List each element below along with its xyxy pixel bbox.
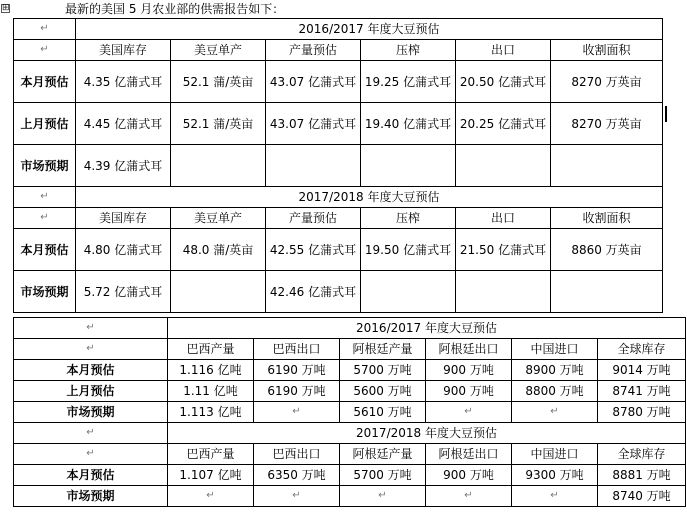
row-label: 上月预估 <box>14 103 76 145</box>
column-header: 美豆单产 <box>171 208 266 229</box>
table-cell: 48.0 蒲/英亩 <box>171 229 266 271</box>
table-cell: 900 万吨 <box>426 360 512 381</box>
table-cell: 4.39 亿蒲式耳 <box>76 145 171 187</box>
table-cell <box>456 145 551 187</box>
table-cell: 43.07 亿蒲式耳 <box>266 103 361 145</box>
table-cell <box>361 271 456 313</box>
table-cell: 19.50 亿蒲式耳 <box>361 229 456 271</box>
table-cell: 5700 万吨 <box>340 465 426 486</box>
column-header: 压榨 <box>361 208 456 229</box>
table-cell: 1.113 亿吨 <box>168 402 254 423</box>
column-header: 产量预估 <box>266 40 361 61</box>
column-header: 收割面积 <box>551 208 663 229</box>
column-header: 巴西出口 <box>254 444 340 465</box>
section-title: 2017/2018 年度大豆预估 <box>168 423 686 444</box>
table-cell: 4.80 亿蒲式耳 <box>76 229 171 271</box>
table-cell: 4.35 亿蒲式耳 <box>76 61 171 103</box>
para-mark: ↵ <box>426 402 512 423</box>
table-cell: 9300 万吨 <box>512 465 598 486</box>
row-label: 本月预估 <box>14 465 168 486</box>
column-header: 收割面积 <box>551 40 663 61</box>
table-cell: 8740 万吨 <box>598 486 686 507</box>
table-cell: 8270 万英亩 <box>551 103 663 145</box>
row-label: 市场预期 <box>14 271 76 313</box>
row-label: 本月预估 <box>14 229 76 271</box>
para-mark: ↵ <box>14 444 168 465</box>
table-cell: 19.40 亿蒲式耳 <box>361 103 456 145</box>
table-cell: 20.50 亿蒲式耳 <box>456 61 551 103</box>
table-cell: 19.25 亿蒲式耳 <box>361 61 456 103</box>
para-mark: ↵ <box>254 486 340 507</box>
table-cell: 8860 万英亩 <box>551 229 663 271</box>
para-mark: ↵ <box>14 19 76 40</box>
table-cell: 900 万吨 <box>426 465 512 486</box>
para-mark: ↵ <box>14 339 168 360</box>
row-label: 本月预估 <box>14 61 76 103</box>
intro-text: 最新的美国 5 月农业部的供需报告如下： <box>65 2 285 16</box>
column-header: 阿根廷产量 <box>340 339 426 360</box>
para-mark: ↵ <box>512 486 598 507</box>
table-cell: 9014 万吨 <box>598 360 686 381</box>
column-header: 美国库存 <box>76 40 171 61</box>
section-title: 2016/2017 年度大豆预估 <box>168 318 686 339</box>
column-header: 出口 <box>456 40 551 61</box>
column-header: 阿根廷出口 <box>426 444 512 465</box>
table-cell: 42.55 亿蒲式耳 <box>266 229 361 271</box>
para-mark: ↵ <box>426 486 512 507</box>
para-mark: ↵ <box>14 423 168 444</box>
table-cell: 1.11 亿吨 <box>168 381 254 402</box>
table-cell: 8780 万吨 <box>598 402 686 423</box>
column-header: 美国库存 <box>76 208 171 229</box>
para-mark: ↵ <box>14 187 76 208</box>
table-cell: 5700 万吨 <box>340 360 426 381</box>
column-header: 产量预估 <box>266 208 361 229</box>
row-label: 市场预期 <box>14 145 76 187</box>
table-cell: 5600 万吨 <box>340 381 426 402</box>
table-cell: 1.107 亿吨 <box>168 465 254 486</box>
table-cell <box>456 271 551 313</box>
table-cell: 900 万吨 <box>426 381 512 402</box>
column-header: 阿根廷产量 <box>340 444 426 465</box>
column-header: 美豆单产 <box>171 40 266 61</box>
table-cell: 8741 万吨 <box>598 381 686 402</box>
section-title: 2017/2018 年度大豆预估 <box>76 187 663 208</box>
table-cell: 5.72 亿蒲式耳 <box>76 271 171 313</box>
column-header: 全球库存 <box>598 444 686 465</box>
row-label: 上月预估 <box>14 381 168 402</box>
column-header: 巴西产量 <box>168 339 254 360</box>
table-cell: 8800 万吨 <box>512 381 598 402</box>
para-mark: ↵ <box>14 318 168 339</box>
table-move-handle-icon[interactable]: ⊞ <box>2 3 10 13</box>
table-cell: 21.50 亿蒲式耳 <box>456 229 551 271</box>
section-title: 2016/2017 年度大豆预估 <box>76 19 663 40</box>
table-cell <box>551 271 663 313</box>
global-soybean-table <box>13 317 686 507</box>
table-cell: 42.46 亿蒲式耳 <box>266 271 361 313</box>
para-mark: ↵ <box>340 486 426 507</box>
column-header: 出口 <box>456 208 551 229</box>
column-header: 阿根廷出口 <box>426 339 512 360</box>
row-label: 本月预估 <box>14 360 168 381</box>
table-cell <box>551 145 663 187</box>
table-cell: 8900 万吨 <box>512 360 598 381</box>
column-header: 巴西产量 <box>168 444 254 465</box>
us-soybean-table <box>13 18 663 313</box>
table-cell: 43.07 亿蒲式耳 <box>266 61 361 103</box>
table-cell: 6190 万吨 <box>254 360 340 381</box>
table-cell: 8270 万英亩 <box>551 61 663 103</box>
column-header: 中国进口 <box>512 444 598 465</box>
table-cell: 1.116 亿吨 <box>168 360 254 381</box>
row-label: 市场预期 <box>14 402 168 423</box>
para-mark: ↵ <box>254 402 340 423</box>
table-cell <box>171 145 266 187</box>
table-cell: 8881 万吨 <box>598 465 686 486</box>
table-cell: 5610 万吨 <box>340 402 426 423</box>
para-mark: ↵ <box>14 40 76 61</box>
para-mark: ↵ <box>168 486 254 507</box>
table-cell <box>171 271 266 313</box>
text-cursor <box>665 106 667 122</box>
para-mark: ↵ <box>512 402 598 423</box>
column-header: 全球库存 <box>598 339 686 360</box>
table-cell: 20.25 亿蒲式耳 <box>456 103 551 145</box>
table-cell: 6350 万吨 <box>254 465 340 486</box>
para-mark: ↵ <box>14 208 76 229</box>
table-cell <box>266 145 361 187</box>
table-cell: 52.1 蒲/英亩 <box>171 61 266 103</box>
column-header: 压榨 <box>361 40 456 61</box>
table-cell: 52.1 蒲/英亩 <box>171 103 266 145</box>
table-cell <box>361 145 456 187</box>
table-cell: 6190 万吨 <box>254 381 340 402</box>
column-header: 巴西出口 <box>254 339 340 360</box>
table-cell: 4.45 亿蒲式耳 <box>76 103 171 145</box>
row-label: 市场预期 <box>14 486 168 507</box>
column-header: 中国进口 <box>512 339 598 360</box>
